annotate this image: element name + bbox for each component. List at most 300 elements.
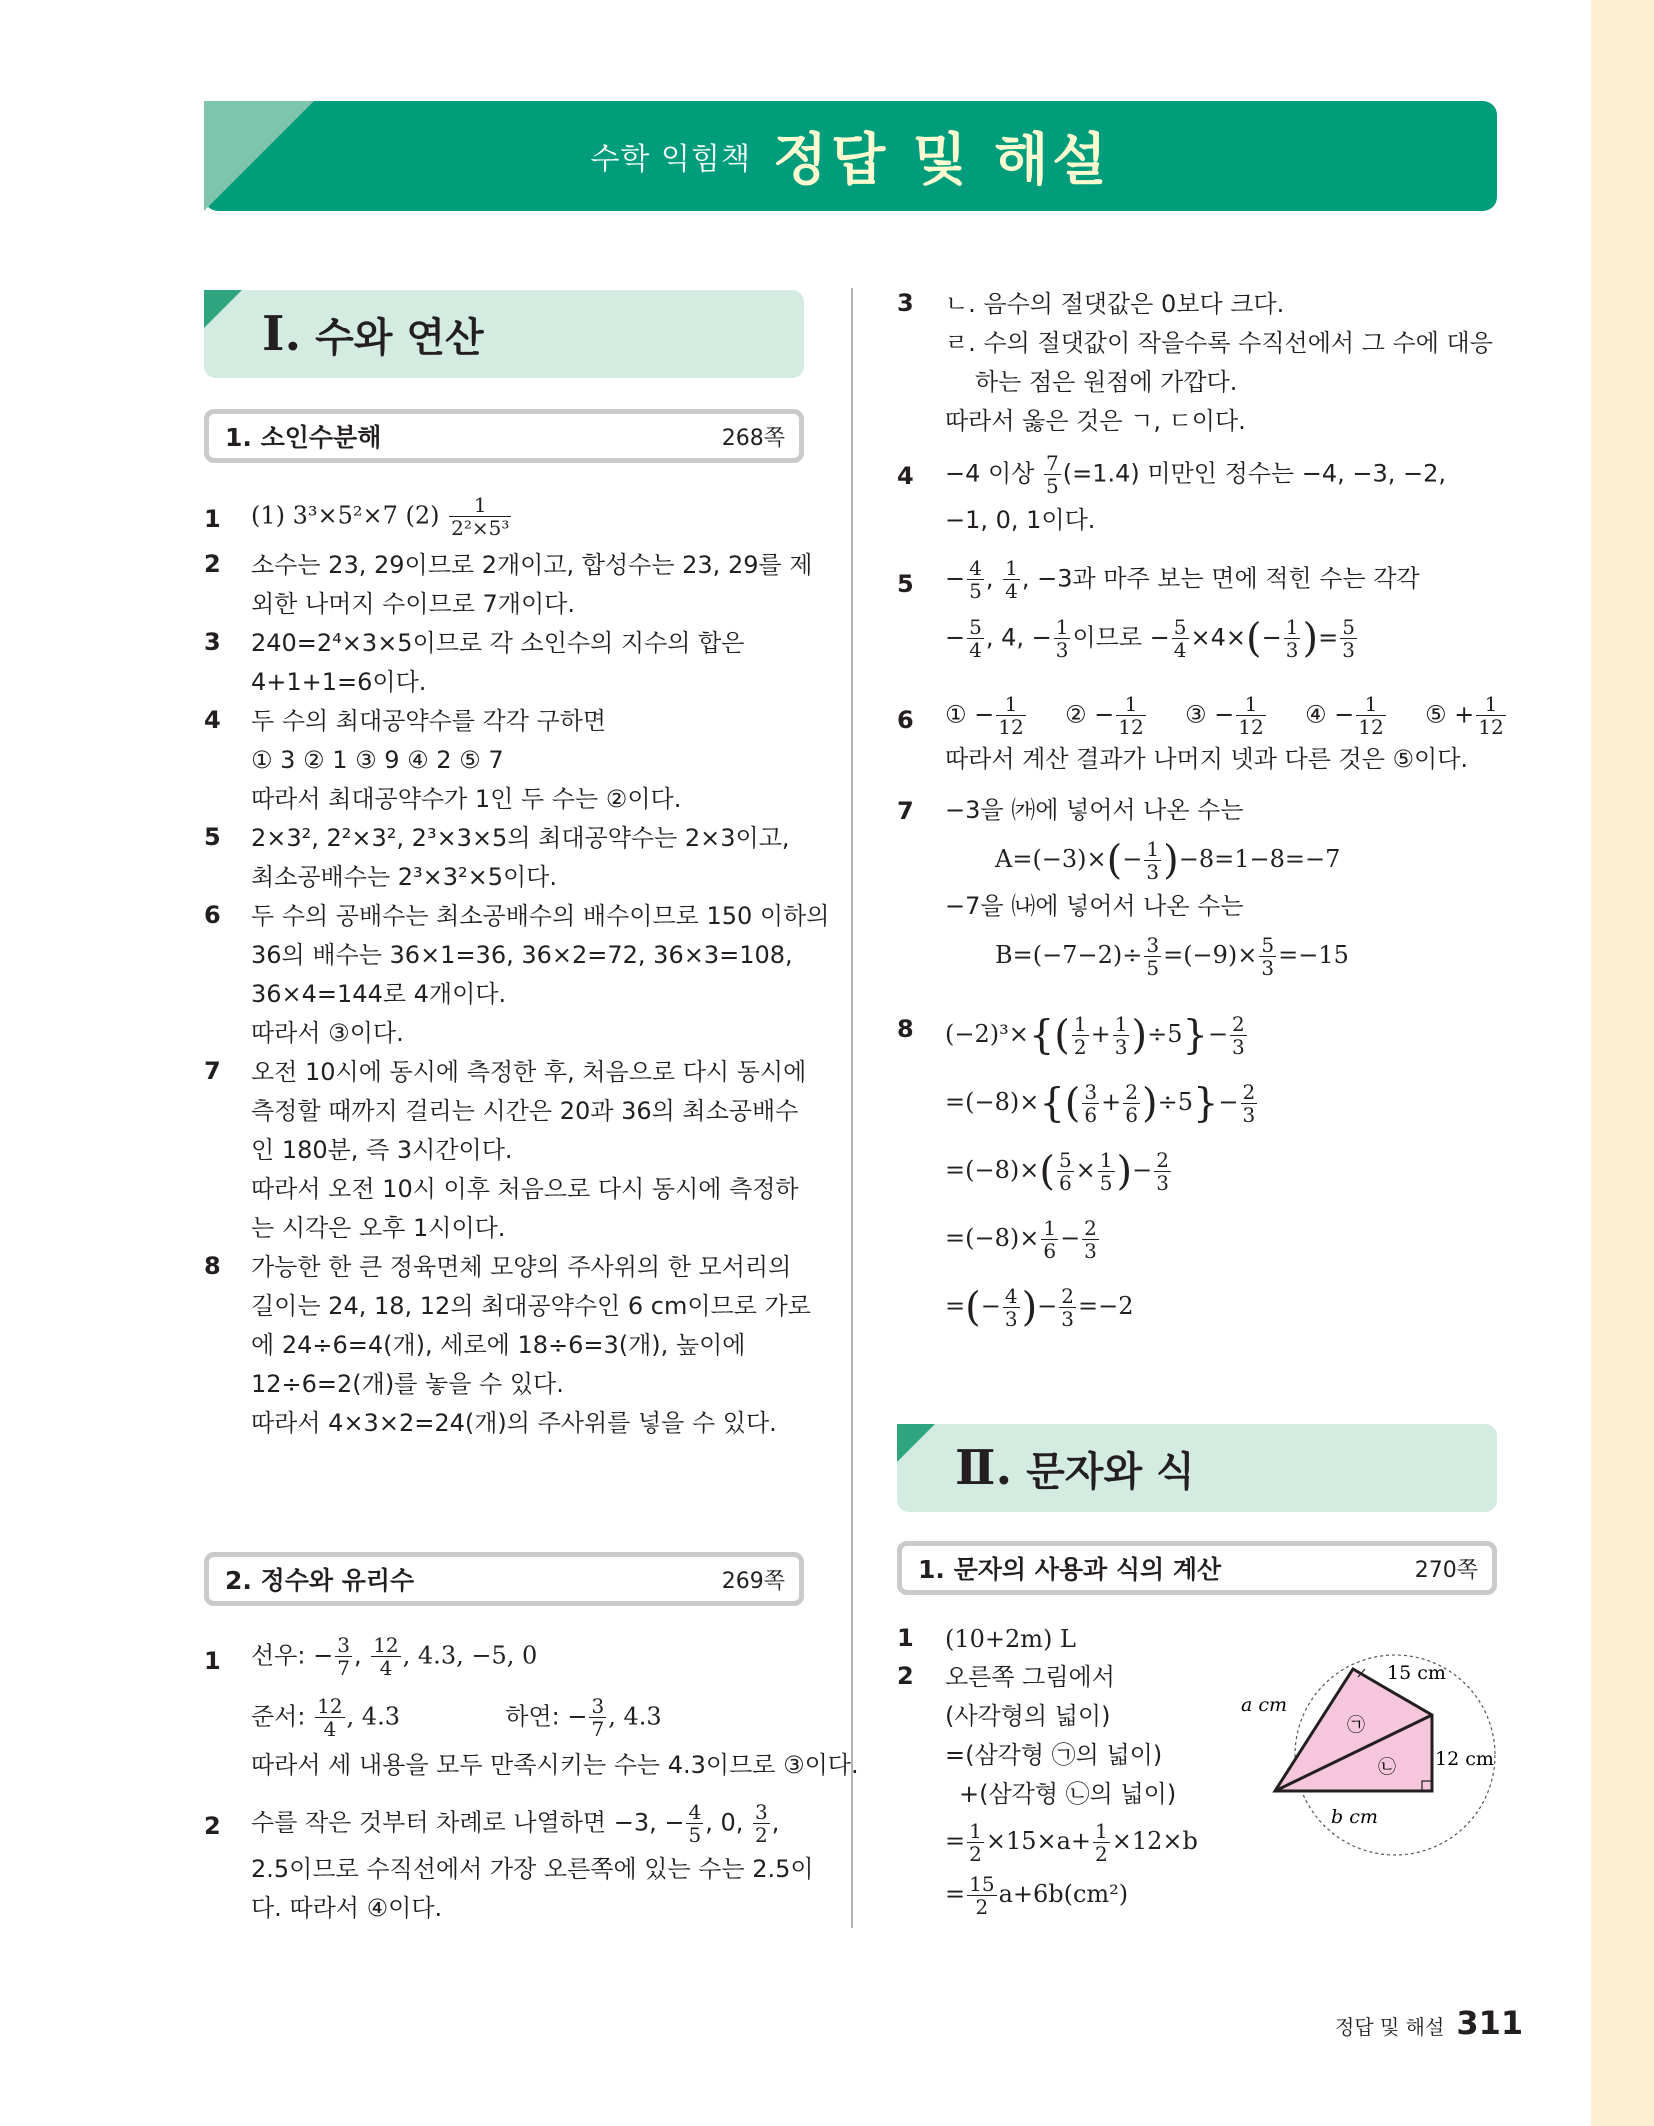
text-line [251, 1695, 859, 1740]
paren-right: ) [1302, 615, 1319, 662]
brace-right: } [1182, 1012, 1208, 1059]
text: (−2)³× [945, 1020, 1029, 1048]
text: A=(−3)× [995, 845, 1107, 873]
paren-left: ( [1054, 1012, 1070, 1059]
denominator: 5 [1099, 1171, 1113, 1195]
section-3-page: 270쪽 [1414, 1557, 1478, 1583]
text-line: 2×3², 2²×3², 2³×3×5의 최대공약수는 2×3이고, [251, 824, 790, 852]
fraction [1259, 934, 1276, 979]
text-line [945, 1873, 1198, 1918]
text-line [251, 1801, 814, 1846]
fraction [1003, 557, 1020, 602]
numerator: 12 [317, 1694, 343, 1718]
text-line: 하는 점은 원점에 가깝다. [975, 368, 1238, 396]
s2-problem-4 [945, 452, 1446, 540]
paren-right: ) [1131, 1012, 1148, 1059]
text-line [945, 1068, 1259, 1136]
text: × [1075, 1156, 1096, 1184]
text-line: 두 수의 최대공약수를 각각 구하면 [251, 707, 607, 735]
text: , [353, 1641, 370, 1670]
text: − [945, 623, 966, 652]
fraction [1059, 1285, 1076, 1330]
numerator: 1 [1005, 556, 1018, 580]
text-line: −1, 0, 1이다. [945, 506, 1096, 534]
text: − [1261, 623, 1282, 652]
denominator: 6 [1043, 1239, 1057, 1263]
numerator: 5 [1342, 615, 1355, 639]
denominator: 3 [1261, 956, 1275, 980]
fraction [449, 494, 511, 539]
numerator: 1 [1244, 692, 1258, 716]
numerator: 1 [1099, 1148, 1113, 1172]
fraction [967, 1873, 996, 1918]
brace-left: { [1028, 1012, 1055, 1059]
numerator: 1 [1073, 1012, 1087, 1036]
s1-problem-3 [251, 624, 744, 702]
fraction [1116, 693, 1145, 738]
fraction [1041, 1217, 1058, 1262]
fraction [1144, 934, 1161, 979]
text-line: 36의 배수는 36×1=36, 36×2=72, 36×3=108, [251, 941, 793, 969]
fraction [1236, 693, 1265, 738]
side-strip [1591, 0, 1654, 2126]
text-line: −3을 ㈎에 넣어서 나온 수는 [945, 796, 1244, 824]
text: 선우: − [251, 1641, 334, 1670]
text: − [1207, 1020, 1229, 1048]
problem-number: 2 [204, 1812, 221, 1840]
denominator: 2²×5³ [451, 516, 510, 540]
denominator: 12 [1118, 715, 1144, 739]
paren-left: ( [1064, 1080, 1081, 1127]
numerator: 3 [1146, 933, 1160, 957]
text-line [945, 1272, 1259, 1340]
fraction [1356, 693, 1385, 738]
fraction [1241, 1081, 1258, 1126]
text: , [985, 564, 1002, 593]
text-line: 오전 10시에 동시에 측정한 후, 처음으로 다시 동시에 [251, 1058, 807, 1086]
denominator: 2 [1073, 1035, 1087, 1059]
paren-left: ( [1039, 1148, 1055, 1195]
denominator: 3 [1004, 1307, 1018, 1331]
numerator: 2 [1061, 1284, 1075, 1308]
problem-number: 6 [897, 706, 914, 734]
chapter-1-title [262, 290, 484, 378]
fraction [315, 1695, 344, 1740]
text: −4 이상 [945, 459, 1043, 488]
text-line: ㄴ. 음수의 절댓값은 0보다 크다. [945, 290, 1285, 318]
problem-number: 6 [204, 901, 221, 929]
s2-problem-8 [945, 1000, 1259, 1340]
fraction [996, 693, 1025, 738]
numerator: 3 [755, 1800, 768, 1824]
text-line: 외한 나머지 수이므로 7개이다. [251, 590, 575, 618]
s1-problem-6 [251, 897, 829, 1053]
chapter-1-name: 수와 연산 [315, 314, 484, 361]
problem-number: 4 [897, 462, 914, 490]
text: , 0, [705, 1808, 751, 1837]
fraction [1082, 1217, 1099, 1262]
text: −8=1−8=−7 [1178, 845, 1341, 873]
choice: ① − [945, 700, 995, 729]
text: ÷5 [1157, 1088, 1193, 1116]
page-footer [1335, 2004, 1523, 2042]
denominator: 5 [969, 579, 982, 603]
fraction [1476, 693, 1505, 738]
problem-number: 1 [897, 1624, 914, 1652]
numerator: 15 [969, 1872, 995, 1896]
numerator: 3 [591, 1694, 605, 1718]
denominator: 3 [1055, 638, 1069, 662]
text-line [945, 838, 1349, 883]
text-line [945, 693, 1508, 738]
text-line: 최소공배수는 2³×3²×5이다. [251, 863, 557, 891]
denominator: 4 [371, 1656, 400, 1679]
text-line [945, 452, 1446, 497]
chapter-2-title [955, 1424, 1195, 1512]
numerator: 5 [1261, 933, 1275, 957]
text: 이므로 − [1072, 623, 1170, 652]
fraction [1230, 1013, 1247, 1058]
numerator: 2 [1156, 1148, 1169, 1172]
fraction [1098, 1149, 1115, 1194]
fraction [967, 616, 984, 661]
problem-number: 1 [204, 1647, 221, 1675]
banner-main-title: 정답 및 해설 [772, 128, 1111, 193]
s1-p1-text: (1) 3³×5²×7 (2) [251, 501, 448, 530]
text: − [1132, 1156, 1153, 1184]
denominator: 3 [1242, 1103, 1256, 1127]
section-2-header [204, 1552, 804, 1606]
denominator: 4 [1005, 579, 1018, 603]
s2-problem-2 [251, 1801, 814, 1928]
paren-left: ( [1106, 837, 1123, 884]
text-line: 측정할 때까지 걸리는 시간은 20과 36의 최소공배수 [251, 1097, 799, 1125]
top-label: 15 cm [1387, 1662, 1446, 1684]
denominator: 4 [315, 1717, 344, 1740]
s1-problem-5 [251, 819, 790, 897]
fraction [589, 1695, 606, 1740]
text-line: =(삼각형 ㉠의 넓이) [945, 1741, 1163, 1769]
text-line: 는 시각은 오후 1시이다. [251, 1214, 506, 1242]
denominator: 4 [969, 638, 982, 662]
fraction [1057, 1149, 1074, 1194]
text: = [1318, 623, 1339, 652]
numerator: 7 [1046, 451, 1059, 475]
banner-title [204, 101, 1497, 211]
denominator: 6 [1058, 1171, 1072, 1195]
text: , [771, 1808, 780, 1837]
numerator: 2 [1242, 1080, 1256, 1104]
choice: ④ − [1305, 700, 1355, 729]
text: = [945, 1292, 966, 1320]
brace-left: { [1039, 1080, 1065, 1127]
denominator: 12 [1478, 715, 1504, 739]
numerator: 5 [1173, 615, 1187, 639]
banner-subtitle: 수학 익힘책 [590, 142, 751, 177]
denominator: 3 [1285, 638, 1299, 662]
region-1-label: ㉠ [1347, 1715, 1365, 1736]
problem-number: 8 [204, 1252, 221, 1280]
text-line: +(삼각형 ㉡의 넓이) [959, 1780, 1177, 1808]
text: ÷5 [1147, 1020, 1183, 1048]
text: + [1101, 1088, 1122, 1116]
problem-number: 4 [204, 706, 221, 734]
s1-problem-2 [251, 546, 812, 624]
text: − [945, 564, 966, 593]
text-line: 따라서 4×3×2=24(개)의 주사위를 넣을 수 있다. [251, 1409, 777, 1437]
text-line: 두 수의 공배수는 최소공배수의 배수이므로 150 이하의 [251, 902, 830, 930]
problem-number: 3 [204, 628, 221, 656]
text-line: (사각형의 넓이) [945, 1702, 1111, 1730]
text: + [1090, 1020, 1111, 1048]
text: 수를 작은 것부터 차례로 나열하면 −3, − [251, 1808, 685, 1837]
paren-right: ) [1116, 1148, 1133, 1195]
chapter-corner [204, 290, 242, 328]
chapter-2-name: 문자와 식 [1026, 1448, 1195, 1495]
text: − [1122, 845, 1143, 873]
text: , 4, − [985, 623, 1052, 652]
numerator: 1 [1484, 692, 1498, 716]
footer-label: 정답 및 해설 [1335, 2015, 1445, 2039]
problem-number: 7 [897, 797, 914, 825]
text: , 4.3, −5, 0 [402, 1641, 538, 1670]
denominator: 6 [1084, 1103, 1098, 1127]
denominator: 5 [1146, 956, 1160, 980]
text-line [251, 1634, 859, 1679]
numerator: 1 [473, 493, 487, 517]
text-line: 12÷6=2(개)를 놓을 수 있다. [251, 1370, 564, 1398]
section-3-header [897, 1541, 1497, 1595]
text-line: 인 180분, 즉 3시간이다. [251, 1136, 513, 1164]
choice: ③ − [1185, 700, 1235, 729]
s3-problem-2 [945, 1658, 1198, 1918]
numerator: 2 [1084, 1216, 1097, 1240]
denominator: 7 [591, 1717, 605, 1741]
text-line: 240=2⁴×3×5이므로 각 소인수의 지수의 합은 [251, 629, 745, 657]
s1-problem-4 [251, 702, 681, 819]
numerator: 1 [1285, 615, 1299, 639]
text-line: (10+2m) L [945, 1625, 1076, 1653]
numerator: 12 [373, 1633, 399, 1657]
text: 준서: [251, 1702, 314, 1731]
text-line: ㄹ. 수의 절댓값이 작을수록 수직선에서 그 수에 대응 [945, 329, 1493, 357]
text-line: 36×4=144로 4개이다. [251, 980, 507, 1008]
s2-problem-7 [945, 791, 1349, 979]
numerator: 1 [1095, 1819, 1108, 1843]
text-line: 따라서 세 내용을 모두 만족시키는 수는 4.3이므로 ③이다. [251, 1751, 859, 1779]
text-line: 소수는 23, 29이므로 2개이고, 합성수는 23, 29를 제 [251, 551, 813, 579]
text-line: 에 24÷6=4(개), 세로에 18÷6=3(개), 높이에 [251, 1331, 746, 1359]
problem-number: 2 [204, 550, 221, 578]
text: ×12×b [1111, 1827, 1198, 1855]
text-line: 따라서 오전 10시 이후 처음으로 다시 동시에 측정하 [251, 1175, 799, 1203]
problem-number: 8 [897, 1015, 914, 1043]
denominator: 3 [1114, 1035, 1128, 1059]
text-line [945, 616, 1420, 661]
numerator: 2 [1125, 1080, 1138, 1104]
text-line [945, 934, 1349, 979]
problem-number: 5 [897, 570, 914, 598]
chapter-1-header [204, 290, 804, 378]
denominator: 12 [1358, 715, 1384, 739]
text: 하연: − [505, 1702, 588, 1731]
fraction [1340, 616, 1357, 661]
text: ×15×a+ [985, 1827, 1092, 1855]
text: , 4.3 [346, 1702, 400, 1731]
a-label: a cm [1241, 1694, 1288, 1716]
fraction [1003, 1285, 1020, 1330]
section-3-title: 1. 문자의 사용과 식의 계산 [918, 1555, 1222, 1584]
denominator: 3 [1146, 860, 1160, 884]
fraction [1284, 616, 1301, 661]
text: B=(−7−2)÷ [995, 941, 1143, 969]
region-2-label: ㉡ [1378, 1757, 1396, 1778]
text: − [1060, 1224, 1081, 1252]
denominator: 2 [969, 1842, 982, 1866]
text-line: 따라서 ③이다. [251, 1019, 404, 1047]
text-line [945, 1000, 1259, 1068]
text: =−2 [1078, 1292, 1134, 1320]
text-line [945, 557, 1420, 602]
paren-left: ( [1246, 615, 1262, 662]
text: = [945, 1880, 966, 1908]
s2-problem-6 [945, 693, 1508, 779]
denominator: 12 [998, 715, 1024, 739]
choice: ⑤ + [1425, 700, 1475, 729]
fraction [967, 1820, 984, 1865]
denominator: 12 [1238, 715, 1264, 739]
chapter-2-numeral: Ⅱ. [955, 1440, 1013, 1496]
denominator: 3 [1061, 1307, 1075, 1331]
text-line: 따라서 옳은 것은 ㄱ, ㄷ이다. [945, 407, 1246, 435]
denominator: 5 [688, 1823, 702, 1847]
text-line: 4+1+1=6이다. [251, 668, 427, 696]
fraction [1113, 1013, 1130, 1058]
s3-problem-1 [945, 1620, 1076, 1659]
text: =−15 [1278, 941, 1349, 969]
text: =(−8)× [945, 1156, 1040, 1184]
numerator: 1 [1004, 692, 1018, 716]
denominator: 5 [1046, 474, 1059, 498]
fraction [1072, 1013, 1089, 1058]
s2-problem-5 [945, 557, 1420, 661]
text-line: 2.5이므로 수직선에서 가장 오른쪽에 있는 수는 2.5이 [251, 1855, 814, 1883]
text: − [980, 1292, 1001, 1320]
text-line: 오른쪽 그림에서 [945, 1663, 1115, 1691]
text: − [1218, 1088, 1239, 1116]
text: a+6b(cm²) [998, 1880, 1129, 1908]
section-2-title: 2. 정수와 유리수 [225, 1566, 415, 1595]
s1-problem-8 [251, 1248, 811, 1443]
fraction [1144, 838, 1161, 883]
numerator: 2 [1232, 1012, 1245, 1036]
chapter-1-numeral: Ⅰ. [262, 306, 302, 362]
chapter-corner [897, 1424, 935, 1462]
problem-number: 7 [204, 1057, 221, 1085]
denominator: 2 [755, 1823, 768, 1847]
brace-right: } [1192, 1080, 1219, 1127]
numerator: 3 [337, 1633, 350, 1657]
fraction [686, 1801, 703, 1846]
text: , 4.3 [608, 1702, 662, 1731]
numerator: 3 [1084, 1080, 1098, 1104]
s2-problem-3 [945, 285, 1493, 441]
numerator: 1 [1055, 615, 1069, 639]
right-label: 12 cm [1435, 1748, 1494, 1770]
quadrilateral-figure [1241, 1655, 1495, 1830]
s1-problem-1 [251, 494, 513, 539]
problem-number: 3 [897, 289, 914, 317]
paren-left: ( [965, 1284, 981, 1331]
page-number: 311 [1456, 2004, 1524, 2042]
denominator: 3 [1084, 1239, 1097, 1263]
fraction [1154, 1149, 1171, 1194]
denominator: 4 [1173, 638, 1187, 662]
section-1-title: 1. 소인수분해 [225, 423, 382, 452]
fraction [967, 557, 984, 602]
text-line: 따라서 최대공약수가 1인 두 수는 ②이다. [251, 785, 682, 813]
denominator: 3 [1342, 638, 1355, 662]
text-line: −7을 ㈏에 넣어서 나온 수는 [945, 892, 1244, 920]
denominator: 2 [1095, 1842, 1108, 1866]
text-line: 가능한 한 큰 정육면체 모양의 주사위의 한 모서리의 [251, 1253, 792, 1281]
fraction [1082, 1081, 1099, 1126]
header-banner [204, 101, 1497, 211]
text: (=1.4) 미만인 정수는 −4, −3, −2, [1062, 459, 1447, 488]
text: =(−8)× [945, 1088, 1040, 1116]
numerator: 1 [1043, 1216, 1057, 1240]
text: − [1037, 1292, 1058, 1320]
problem-number: 2 [897, 1662, 914, 1690]
fraction [1044, 452, 1061, 497]
numerator: 4 [969, 556, 982, 580]
section-2-page: 269쪽 [721, 1568, 785, 1594]
s1-problem-7 [251, 1053, 806, 1248]
paren-right: ) [1141, 1080, 1158, 1127]
fraction [1054, 616, 1071, 661]
text: , −3과 마주 보는 면에 적힌 수는 각각 [1021, 564, 1420, 593]
denominator: 2 [967, 1895, 996, 1918]
fraction [1172, 616, 1189, 661]
fraction [371, 1634, 400, 1679]
text-line [945, 1204, 1259, 1272]
text-line: ① 3 ② 1 ③ 9 ④ 2 ⑤ 7 [251, 746, 504, 774]
fraction [753, 1801, 770, 1846]
s2-problem-1 [251, 1634, 859, 1785]
numerator: 1 [1146, 837, 1160, 861]
numerator: 5 [969, 615, 982, 639]
problem-number: 5 [204, 823, 221, 851]
denominator: 3 [1156, 1171, 1169, 1195]
choice: ② − [1065, 700, 1115, 729]
section-1-header [204, 409, 804, 463]
fraction [335, 1634, 352, 1679]
denominator: 6 [1125, 1103, 1138, 1127]
text: =(−9)× [1163, 941, 1258, 969]
chapter-2-header [897, 1424, 1497, 1512]
paren-right: ) [1163, 837, 1179, 884]
numerator: 1 [969, 1819, 982, 1843]
section-1-page: 268쪽 [721, 425, 785, 451]
text: = [945, 1827, 966, 1855]
fraction [1093, 1820, 1110, 1865]
paren-right: ) [1021, 1284, 1038, 1331]
numerator: 1 [1114, 1012, 1128, 1036]
text-line [945, 1820, 1198, 1865]
denominator: 7 [337, 1656, 350, 1680]
numerator: 1 [1124, 692, 1138, 716]
text-line: 다. 따라서 ④이다. [251, 1894, 443, 1922]
